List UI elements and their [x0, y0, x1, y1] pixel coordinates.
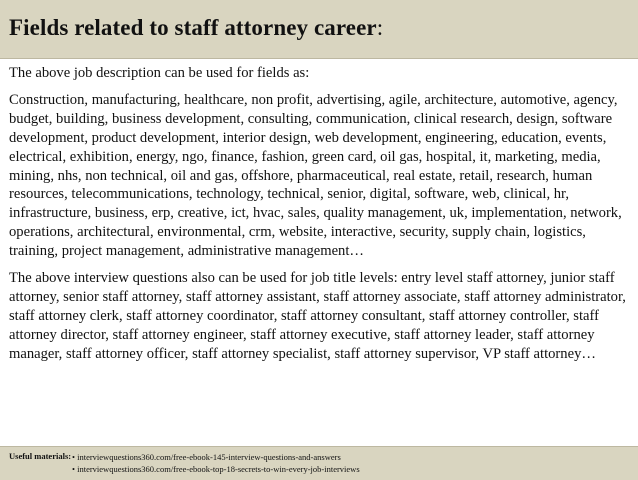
intro-paragraph: The above job description can be used for fields as: — [9, 65, 310, 81]
header-bar — [0, 0, 638, 59]
page-title — [9, 15, 383, 41]
footer-links — [72, 451, 360, 475]
footer-link-ebook-145[interactable]: • interviewquestions360.com/free-ebook-145-interview-questions-and-answers — [72, 452, 341, 462]
footer-label: Useful materials: — [9, 451, 72, 461]
page-title-text: Fields related to staff attorney career — [9, 15, 377, 40]
footer-link-ebook-18-secrets[interactable]: • interviewquestions360.com/free-ebook-top-18-secrets-to-win-every-job-interviews — [72, 464, 360, 474]
fields-paragraph: Construction, manufacturing, healthcare, non profit, advertising, agile, architecture, automotive, agency, budget, building, business development, consulting, communication, clinical research, design, software development, product development, interior design, web development, engineering, education, events, electrical, exhibition, energy, ngo, finance, fashion, green card, oil gas, hospital, it, marketing, media, mining, nhs, non technical, oil and gas, offshore, pharmaceutical, real estate, retail, research, human resources, telecommunications, technology, technical, senior, digital, software, web, clinical, hr, infrastructure, business, erp, creative, ict, hvac, sales, quality management, uk, implementation, network, operations, architectural, environmental, crm, website, interactive, security, supply chain, logistics, training, project management, administrative management… — [9, 91, 622, 260]
footer-bar — [0, 446, 638, 480]
page-title-colon: : — [376, 15, 384, 40]
content-body — [9, 64, 629, 372]
job-levels-paragraph: The above interview questions also can be used for job title levels: entry level staff attorney, junior staff attorney, senior staff attorney, staff attorney assistant, staff attorney associate, staff attorney administrator, staff attorney clerk, staff attorney coordinator, staff attorney consultant, staff attorney controller, staff attorney director, staff attorney engineer, staff attorney executive, staff attorney leader, staff attorney manager, staff attorney officer, staff attorney specialist, staff attorney supervisor, VP staff attorney… — [9, 270, 626, 362]
